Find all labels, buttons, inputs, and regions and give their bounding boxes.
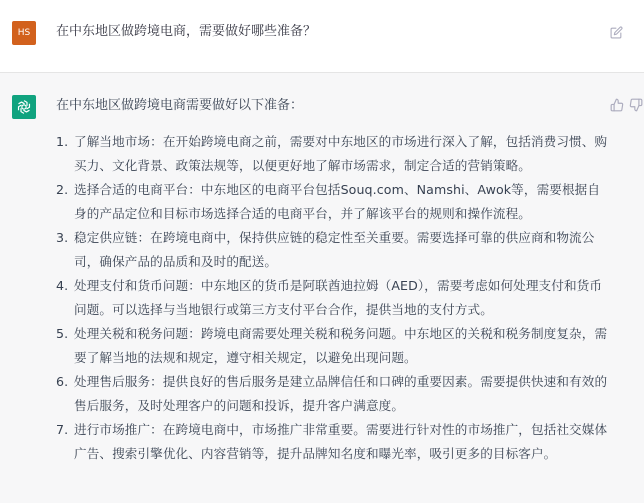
thumb-down-icon[interactable] [629,98,643,112]
list-item [56,178,608,226]
assistant-avatar [12,95,36,119]
list-item-number: 4. [56,278,69,293]
list-item-number: 6. [56,374,69,389]
list-item [56,130,608,178]
list-item-text: 处理售后服务：提供良好的售后服务是建立品牌信任和口碑的重要因素。需要提供快速和有效的售后服务，及时处理客户的问题和投诉，提升客户满意度。 [74,374,608,413]
list-item-number: 1. [56,134,69,149]
list-item-number: 2. [56,182,69,197]
list-item [56,226,608,274]
list-item-number: 5. [56,326,69,341]
list-item-text: 处理关税和税务问题：跨境电商需要处理关税和税务问题。中东地区的关税和税务制度复杂，需要了解当地的法规和规定，遵守相关规定，以避免出现问题。 [74,326,608,365]
user-avatar: HS [12,21,36,45]
list-item [56,418,608,466]
assistant-message-row [0,73,644,503]
list-item-text: 处理支付和货币问题：中东地区的货币是阿联酋迪拉姆（AED），需要考虑如何处理支付和货币问题。可以选择与当地银行或第三方支付平台合作，提供当地的支付方式。 [74,278,603,317]
user-message-text: 在中东地区做跨境电商，需要做好哪些准备？ [56,24,317,39]
list-item [56,322,608,370]
list-item-text: 了解当地市场：在开始跨境电商之前，需要对中东地区的市场进行深入了解，包括消费习惯、购买力、文化背景、政策法规等，以便更好地了解市场需求，制定合适的营销策略。 [74,134,608,173]
list-item-number: 7. [56,422,69,437]
list-item [56,370,608,418]
list-item-text: 进行市场推广：在跨境电商中，市场推广非常重要。需要进行针对性的市场推广，包括社交媒体广告、搜索引擎优化、内容营销等，提升品牌知名度和曝光率，吸引更多的目标客户。 [74,422,608,461]
edit-icon[interactable] [610,26,623,39]
user-message-row [0,0,644,73]
thumb-up-icon[interactable] [610,98,624,112]
openai-logo-icon [16,99,32,115]
answer-list [56,130,608,466]
assistant-intro-text: 在中东地区做跨境电商需要做好以下准备： [56,98,304,113]
list-item-text: 稳定供应链：在跨境电商中，保持供应链的稳定性至关重要。需要选择可靠的供应商和物流公司，确保产品的品质和及时的配送。 [74,230,595,269]
list-item-text: 选择合适的电商平台：中东地区的电商平台包括Souq.com、Namshi、Awok等，需要根据自身的产品定位和目标市场选择合适的电商平台，并了解该平台的规则和操作流程。 [74,182,601,221]
list-item-number: 3. [56,230,69,245]
list-item [56,274,608,322]
